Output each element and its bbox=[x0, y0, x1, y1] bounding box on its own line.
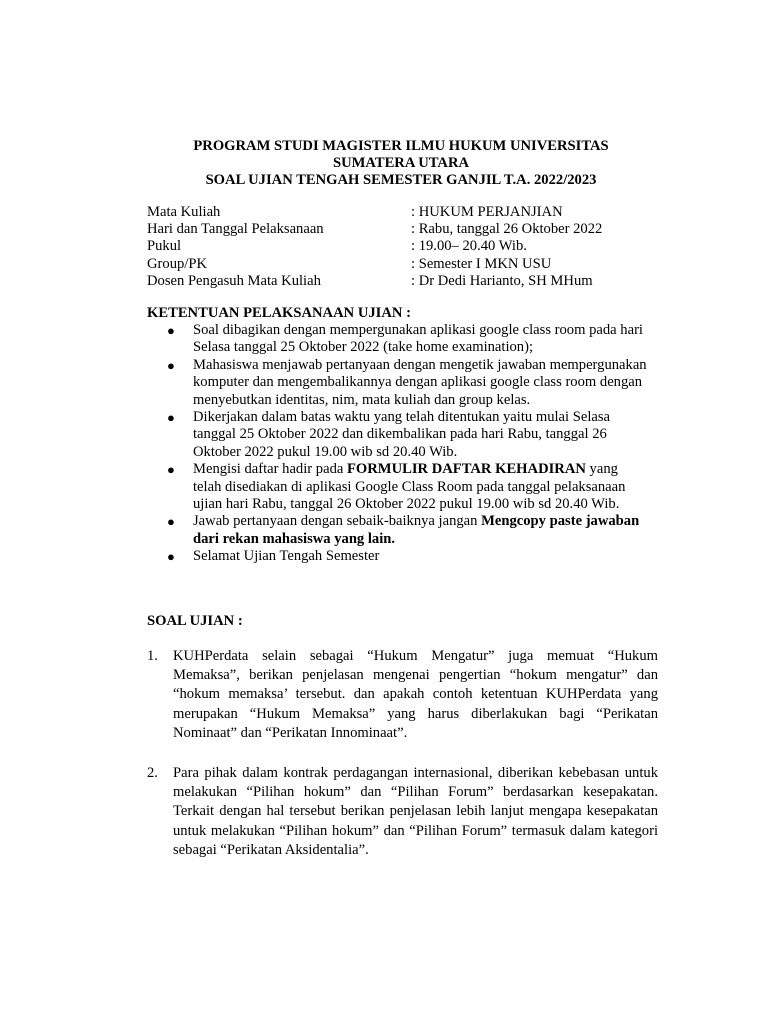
question-text: Para pihak dalam kontrak perdagangan internasional, diberikan kebebasan untuk melakukan “Pilihan hokum” dan “Pilihan Forum” berdasarkan kesepakatan. Terkait dengan hal tersebut berikan penjelasan lebih lanjut mengapa kesepakatan untuk melakukan “Pilihan hokum” dan “Pilihan Forum” termasuk dalam kategori sebagai “Perikatan Aksidentalia”. bbox=[173, 765, 658, 858]
info-label: Mata Kuliah bbox=[147, 204, 221, 220]
info-value: : Semester I MKN USU bbox=[411, 255, 552, 272]
info-row-time bbox=[147, 238, 647, 255]
rule-item bbox=[147, 513, 647, 548]
questions-heading: SOAL UJIAN : bbox=[147, 613, 243, 629]
question-item bbox=[147, 647, 658, 743]
rule-item bbox=[147, 357, 647, 409]
info-value: : 19.00– 20.40 Wib. bbox=[411, 238, 527, 255]
info-value: : HUKUM PERJANJIAN bbox=[411, 204, 563, 220]
rules-heading: KETENTUAN PELAKSANAAN UJIAN : bbox=[147, 305, 411, 321]
rule-text: Mahasiswa menjawab pertanyaan dengan mengetik jawaban mempergunakan komputer dan mengembalikannya dengan aplikasi google class room dengan menyebutkan identitas, nim, mata kuliah dan group kelas. bbox=[193, 356, 647, 408]
question-number: 2. bbox=[147, 765, 158, 782]
question-number: 1. bbox=[147, 648, 158, 664]
info-label: Hari dan Tanggal Pelaksanaan bbox=[147, 221, 324, 238]
info-value: : Dr Dedi Harianto, SH MHum bbox=[411, 272, 593, 289]
rule-item bbox=[147, 548, 647, 565]
rule-item bbox=[147, 409, 647, 461]
rule-emphasis: FORMULIR DAFTAR KEHADIRAN bbox=[347, 461, 586, 478]
rule-text: Selamat Ujian Tengah Semester bbox=[193, 548, 380, 565]
rule-text: Soal dibagikan dengan mempergunakan aplikasi google class room pada hari Selasa tanggal 25 Oktober 2022 (take home examination); bbox=[193, 322, 643, 356]
info-row-course bbox=[147, 204, 647, 221]
bullet-icon: ● bbox=[167, 323, 175, 338]
questions-list bbox=[147, 647, 658, 881]
info-row-lecturer bbox=[147, 273, 647, 290]
info-row-date bbox=[147, 221, 647, 238]
header-line-2: SUMATERA UTARA bbox=[332, 155, 470, 171]
info-label: Dosen Pengasuh Mata Kuliah bbox=[147, 272, 321, 289]
rules-list bbox=[147, 322, 647, 566]
rule-text-end: yang telah disediakan di aplikasi Google Class Room pada tanggal pelaksanaan ujian hari Rabu, tanggal 26 Oktober 2022 pukul 19.00 wib sd 20.40 Wib. bbox=[193, 461, 626, 513]
rule-item bbox=[147, 461, 647, 513]
header-line-3: SOAL UJIAN TENGAH SEMESTER GANJIL T.A. 2022/2023 bbox=[205, 172, 597, 188]
question-text: KUHPerdata selain sebagai “Hukum Mengatur” juga memuat “Hukum Memaksa”, berikan penjelasan mengenai pengertian “hokum mengatur” dan “hokum memaksa’ tersebut. dan apakah contoh ketentuan KUHPerdata yang merupakan “Hukum Memaksa” yang harus diberlakukan bagi “Perikatan Nominaat” dan “Perikatan Innominaat”. bbox=[173, 648, 658, 741]
bullet-icon: ● bbox=[167, 462, 175, 478]
document-header bbox=[140, 138, 662, 189]
bullet-icon: ● bbox=[167, 357, 175, 373]
bullet-icon: ● bbox=[167, 514, 175, 530]
bullet-icon: ● bbox=[167, 549, 175, 565]
bullet-icon: ● bbox=[167, 410, 175, 426]
exam-info-table bbox=[147, 204, 647, 290]
info-row-group bbox=[147, 256, 647, 273]
rule-text: Dikerjakan dalam batas waktu yang telah ditentukan yaitu mulai Selasa tanggal 25 Oktober 2022 dan dikembalikan pada hari Rabu, tanggal 26 Oktober 2022 pukul 19.00 wib sd 20.40 Wib. bbox=[193, 409, 611, 460]
rule-item bbox=[147, 322, 647, 357]
rule-emphasis: Mengcopy paste jawaban dari rekan mahasiswa yang lain. bbox=[193, 513, 640, 547]
info-label: Pukul bbox=[147, 238, 182, 255]
info-label: Group/PK bbox=[147, 255, 207, 272]
rule-text-start: Mengisi daftar hadir pada bbox=[193, 461, 347, 478]
question-item bbox=[147, 764, 658, 860]
info-value: : Rabu, tanggal 26 Oktober 2022 bbox=[411, 221, 603, 238]
header-line-1: PROGRAM STUDI MAGISTER ILMU HUKUM UNIVERSITAS bbox=[193, 138, 609, 154]
rule-text-start: Jawab pertanyaan dengan sebaik-baiknya jangan bbox=[193, 513, 482, 530]
